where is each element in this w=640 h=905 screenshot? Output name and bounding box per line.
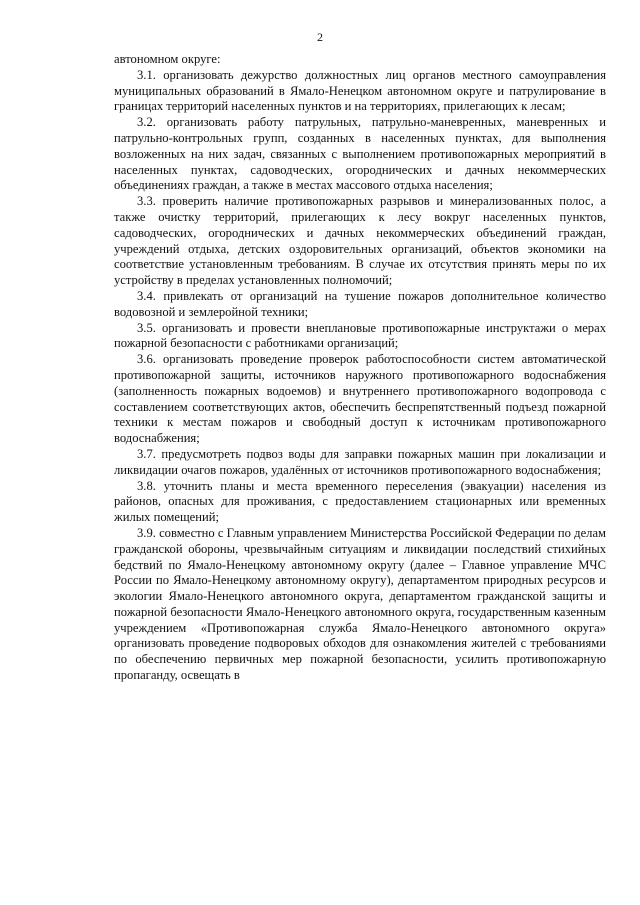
paragraph-3-8: 3.8. уточнить планы и места временного переселения (эвакуации) населения из районов, опасных для проживания, с предоставлением стационарных или временных жилых помещений; — [114, 478, 606, 525]
paragraph-3-6: 3.6. организовать проведение проверок работоспособности систем автоматической противопожарной защиты, источников наружного противопожарного водоснабжения (заполненность пожарных водоемов) и внутреннего противопожарного водопровода с составлением соответствующих актов, обеспечить беспрепятственный подъезд пожарной техники к местам пожаров и свободный доступ к источникам противопожарного водоснабжения; — [114, 352, 606, 446]
paragraph-3-2: 3.2. организовать работу патрульных, патрульно-маневренных, маневренных и патрульно-контрольных групп, созданных в населенных пунктах, для выполнения возложенных на них задач, связанных с выполнением противопожарных мероприятий в населенных пунктах, садоводческих, огороднических и дачных некоммерческих объединениях граждан, а также в местах массового отдыха населения; — [114, 115, 606, 193]
paragraph-3-3: 3.3. проверить наличие противопожарных разрывов и минерализованных полос, а также очистку территорий, прилегающих к лесу вокруг населенных пунктов, садоводческих, огороднических и дачных некоммерческих объединений граждан, учреждений отдыха, детских оздоровительных организаций, объектов экономики на соответствие установленным требованиям. В случае их отсутствия принять меры по их устройству в пределах установленных полномочий; — [114, 194, 606, 288]
intro-line: автономном округе: — [114, 52, 221, 66]
page-number: 2 — [317, 30, 323, 44]
paragraph-3-9: 3.9. совместно с Главным управлением Министерства Российской Федерации по делам гражданской обороны, чрезвычайным ситуациям и ликвидации последствий стихийных бедствий по Ямало-Ненецкому автономному округу (далее – Главное управление МЧС России по Ямало-Ненецкому автономному округу), департаментом природных ресурсов и экологии Ямало-Ненецкого автономного округа, департаментом гражданской защиты и пожарной безопасности Ямало-Ненецкого автономного округа, государственным казенным учреждением «Противопожарная служба Ямало-Ненецкого автономного округа» организовать проведение подворовых обходов для ознакомления жителей с требованиями по обеспечению первичных мер пожарной безопасности, усилить противопожарную пропаганду, освещать в — [114, 525, 606, 683]
paragraph-3-7: 3.7. предусмотреть подвоз воды для заправки пожарных машин при локализации и ликвидации очагов пожаров, удалённых от источников противопожарного водоснабжения; — [114, 446, 606, 477]
paragraph-3-4: 3.4. привлекать от организаций на тушение пожаров дополнительное количество водовозной и землеройной техники; — [114, 288, 606, 319]
paragraph-3-5: 3.5. организовать и провести внеплановые противопожарные инструктажи о мерах пожарной безопасности с работниками организаций; — [114, 320, 606, 351]
paragraph-3-1: 3.1. организовать дежурство должностных лиц органов местного самоуправления муниципальных образований в Ямало-Ненецком автономном округе и патрулирование в границах территорий населенных пунктов и на территориях, прилегающих к лесам; — [114, 67, 606, 114]
document-body — [114, 52, 606, 684]
